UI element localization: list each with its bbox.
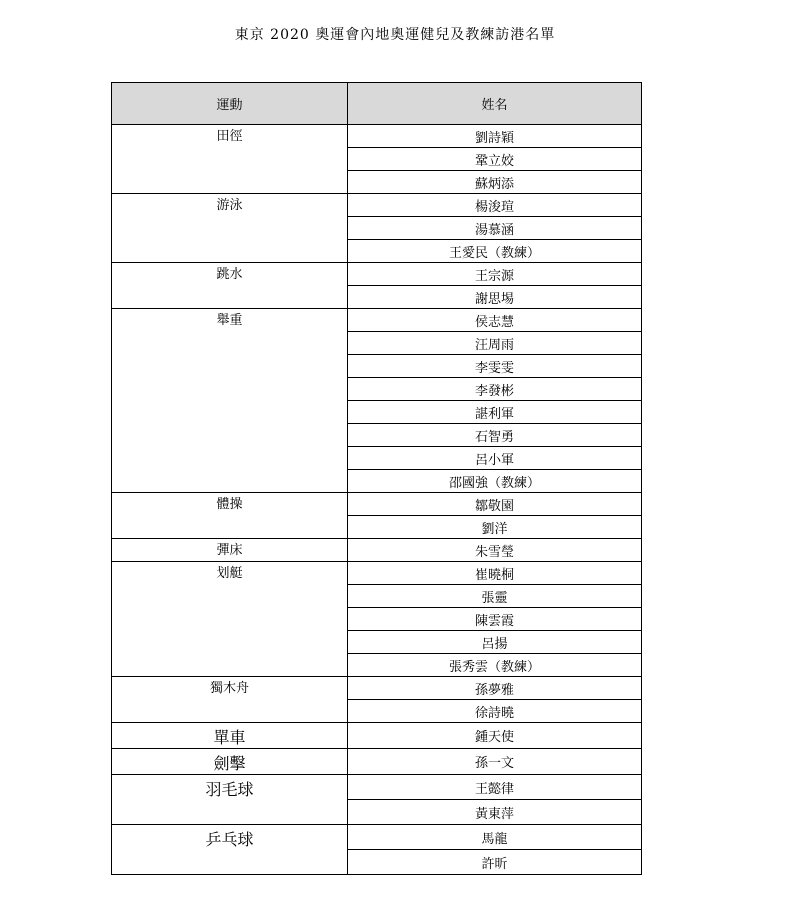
athlete-name-cell: 王愛民（教練）	[348, 240, 642, 263]
table-row	[112, 309, 642, 332]
athlete-name-cell: 謝思埸	[348, 286, 642, 309]
athlete-name-cell: 許昕	[348, 850, 642, 875]
sport-cell: 體操	[112, 493, 348, 539]
name-column-header: 姓名	[348, 83, 642, 125]
sport-cell: 單車	[112, 723, 348, 749]
sport-cell: 划艇	[112, 562, 348, 677]
athlete-name-cell: 王懿律	[348, 775, 642, 800]
sport-cell: 劍擊	[112, 749, 348, 775]
athlete-name-cell: 楊浚瑄	[348, 194, 642, 217]
sport-cell: 獨木舟	[112, 677, 348, 723]
sport-cell: 彈床	[112, 539, 348, 562]
athlete-name-cell: 孫夢雅	[348, 677, 642, 700]
athlete-name-cell: 汪周雨	[348, 332, 642, 355]
table-row	[112, 677, 642, 700]
athlete-name-cell: 李雯雯	[348, 355, 642, 378]
table-row	[112, 775, 642, 800]
athlete-name-cell: 陳雲霞	[348, 608, 642, 631]
athlete-name-cell: 馬龍	[348, 825, 642, 850]
sport-cell: 乒乓球	[112, 825, 348, 875]
table-row	[112, 539, 642, 562]
athlete-name-cell: 侯志慧	[348, 309, 642, 332]
athlete-name-cell: 劉洋	[348, 516, 642, 539]
athlete-name-cell: 鍾天使	[348, 723, 642, 749]
athlete-name-cell: 湯慕涵	[348, 217, 642, 240]
athlete-roster-table	[111, 82, 642, 875]
table-row	[112, 562, 642, 585]
table-row	[112, 493, 642, 516]
athlete-name-cell: 孫一文	[348, 749, 642, 775]
table-row	[112, 749, 642, 775]
table-row	[112, 723, 642, 749]
athlete-name-cell: 徐詩曉	[348, 700, 642, 723]
athlete-name-cell: 王宗源	[348, 263, 642, 286]
table-row	[112, 194, 642, 217]
athlete-name-cell: 張靈	[348, 585, 642, 608]
athlete-name-cell: 諶利軍	[348, 401, 642, 424]
document-title: 東京 2020 奧運會內地奧運健兒及教練訪港名單	[234, 27, 556, 43]
sport-cell: 羽毛球	[112, 775, 348, 825]
athlete-name-cell: 黃東萍	[348, 800, 642, 825]
athlete-name-cell: 邵國強（教練）	[348, 470, 642, 493]
athlete-name-cell: 張秀雲（教練）	[348, 654, 642, 677]
athlete-name-cell: 呂小軍	[348, 447, 642, 470]
athlete-name-cell: 李發彬	[348, 378, 642, 401]
athlete-name-cell: 朱雪瑩	[348, 539, 642, 562]
athlete-name-cell: 鄒敬園	[348, 493, 642, 516]
table-row	[112, 125, 642, 148]
sport-cell: 游泳	[112, 194, 348, 263]
athlete-name-cell: 呂揚	[348, 631, 642, 654]
athlete-name-cell: 劉詩穎	[348, 125, 642, 148]
athlete-name-cell: 鞏立姣	[348, 148, 642, 171]
table-row	[112, 263, 642, 286]
athlete-name-cell: 蘇炳添	[348, 171, 642, 194]
sport-column-header: 運動	[112, 83, 348, 125]
sport-cell: 田徑	[112, 125, 348, 194]
table-header-row	[112, 83, 642, 125]
sport-cell: 跳水	[112, 263, 348, 309]
athlete-name-cell: 石智勇	[348, 424, 642, 447]
roster-body	[112, 125, 642, 875]
athlete-name-cell: 崔曉桐	[348, 562, 642, 585]
table-row	[112, 825, 642, 850]
sport-cell: 舉重	[112, 309, 348, 493]
